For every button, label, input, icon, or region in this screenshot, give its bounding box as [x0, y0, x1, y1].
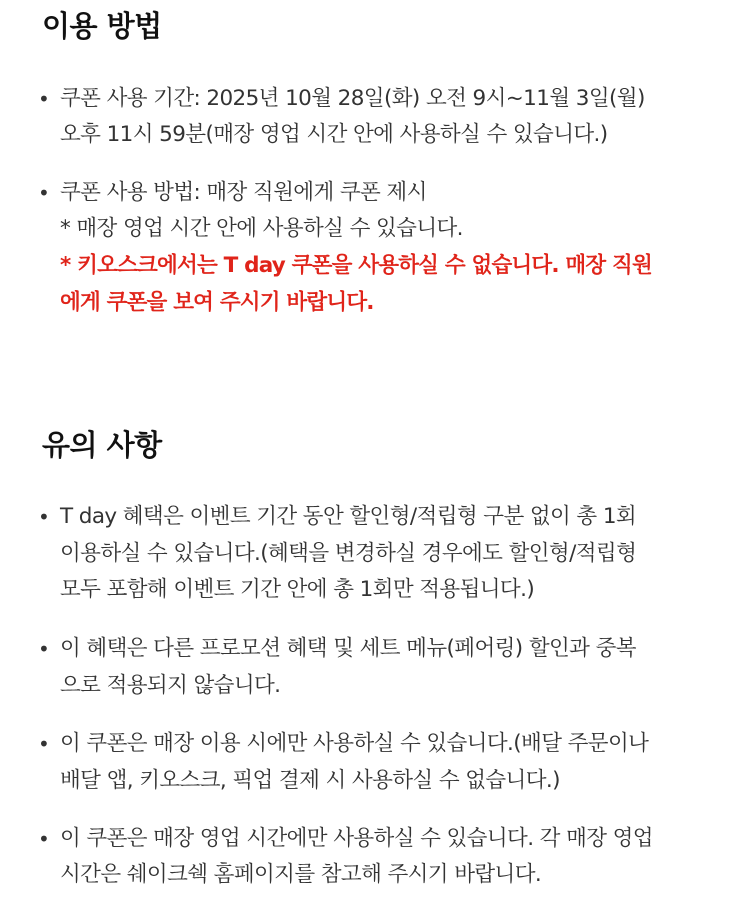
- notice-item-store-only-line-1: 이 쿠폰은 매장 이용 시에만 사용하실 수 있습니다.(배달 주문이나: [60, 731, 649, 756]
- bullet-icon: •: [38, 505, 50, 529]
- usage-item-method-line-1: 쿠폰 사용 방법: 매장 직원에게 쿠폰 제시: [60, 180, 427, 205]
- usage-item-period-line-2: 오후 11시 59분(매장 영업 시간 안에 사용하실 수 있습니다.): [60, 122, 608, 147]
- usage-item-period-line-1: 쿠폰 사용 기간: 2025년 10월 28일(화) 오전 9시~11월 3일(월): [60, 86, 645, 111]
- notice-item-once-line-1: T day 혜택은 이벤트 기간 동안 할인형/적립형 구분 없이 총 1회: [60, 504, 637, 529]
- notice-item-business-hours-line-1: 이 쿠폰은 매장 영업 시간에만 사용하실 수 있습니다. 각 매장 영업: [60, 826, 653, 851]
- bullet-icon: •: [38, 827, 50, 851]
- bullet-icon: •: [38, 181, 50, 205]
- notice-item-no-duplicate-line-2: 으로 적용되지 않습니다.: [60, 673, 281, 698]
- notice-item-once-line-2: 이용하실 수 있습니다.(혜택을 변경하실 경우에도 할인형/적립형: [60, 541, 637, 566]
- kiosk-warning-line-2: 에게 쿠폰을 보여 주시기 바랍니다.: [60, 290, 374, 315]
- bullet-icon: •: [38, 732, 50, 756]
- usage-item-method-line-2: * 매장 영업 시간 안에 사용하실 수 있습니다.: [60, 216, 463, 241]
- notice-item-store-only-line-2: 배달 앱, 키오스크, 픽업 결제 시 사용하실 수 없습니다.): [60, 768, 560, 793]
- notice-item-no-duplicate-line-1: 이 혜택은 다른 프로모션 혜택 및 세트 메뉴(페어링) 할인과 중복: [60, 636, 636, 661]
- notice-item-once-line-3: 모두 포함해 이벤트 기간 안에 총 1회만 적용됩니다.): [60, 577, 535, 602]
- bullet-icon: •: [38, 87, 50, 111]
- notice-item-business-hours-line-2: 시간은 쉐이크쉑 홈페이지를 참고해 주시기 바랍니다.: [60, 862, 542, 887]
- notice-section-title: 유의 사항: [42, 428, 162, 462]
- kiosk-warning-line-1: * 키오스크에서는 T day 쿠폰을 사용하실 수 없습니다. 매장 직원: [60, 253, 652, 278]
- usage-section-title: 이용 방법: [42, 9, 162, 43]
- bullet-icon: •: [38, 637, 50, 661]
